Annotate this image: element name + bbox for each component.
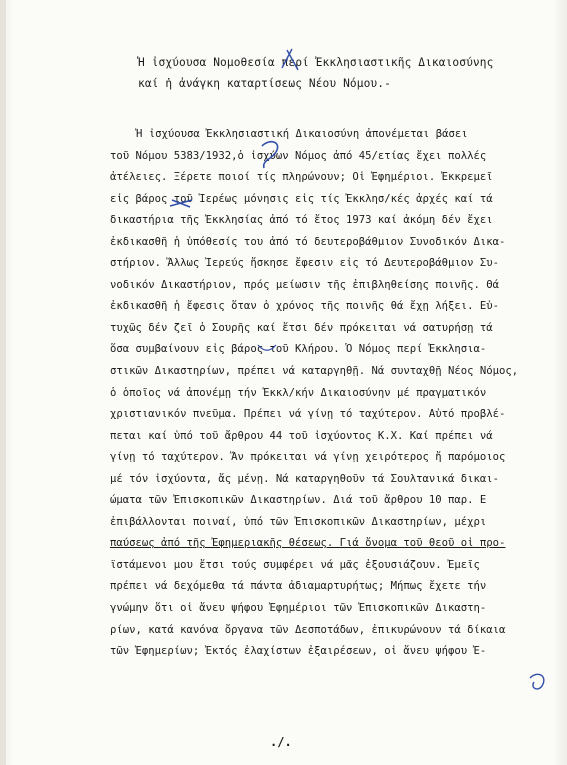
body-line: ὁ ὁποῖος νά ἀπονέμῃ τήν Ἐκκλ/κήν Δικαιοσύνην μέ πραγματικόν: [110, 386, 487, 399]
ink-mark-margin: [530, 674, 544, 689]
title-line-1: Ἡ ἰσχύουσα Νομοθεσία περί Ἐκκλησιαστικῆς Δικαιοσύνης: [138, 56, 494, 69]
body-line: νοδικόν Δικαστήριον, πρός μείωσιν τῆς ἐπιβληθείσης ποινῆς. Θά: [110, 278, 500, 291]
body-line: στικῶν Δικαστηρίων, πρέπει νά καταργηθῇ. Νά συνταχθῇ Νέος Νόμος,: [110, 365, 519, 378]
body-line: ώματα τῶν Ἐπισκοπικῶν Δικαστηρίων. Διά τοῦ ἄρθρου 10 παρ. Ε: [110, 494, 487, 507]
body-line: ἐκδικασθῆ ἡ ἔφεσις ὅταν ὁ χρόνος τῆς ποινῆς θά ἔχῃ λήξει. Εὐ-: [110, 300, 500, 313]
body-line: ἀτέλειες. Ξέρετε ποιοί τίς πληρώνουν; Οἱ Ἐφημέριοι. Ἐκκρεμεῖ: [110, 171, 493, 184]
body-line: πρέπει νά δεχόμεθα τά πάντα ἀδιαμαρτυρήτως; Μήπως ἔχετε τήν: [110, 580, 487, 593]
body-line: στήριον. Ἄλλως Ἱερεύς ἤσκησε ἔφεσιν εἰς τό Δευτεροβάθμιον Συ-: [110, 257, 500, 270]
body-line: πεται καί ὑπό τοῦ ἄρθρου 44 τοῦ ἰσχύοντος Κ.Χ. Καί πρέπει νά: [110, 429, 493, 442]
body-line: Ἡ ἰσχύουσα Ἐκκλησιαστική Δικαιοσύνη ἀπονέμεται βάσει: [136, 128, 468, 140]
body-line: γνώμην ὅτι οἱ ἄνευ ψήφου Ἐφημέριοι τῶν Ἐπισκοπικῶν Δικαστη-: [110, 602, 487, 615]
document-body: [110, 124, 550, 663]
body-line-underlined: παύσεως ἀπό τῆς Ἐφημεριακῆς θέσεως. Γιά ὄνομα τοῦ θεοῦ οἱ προ-: [110, 537, 506, 550]
body-line: τυχῶς δέν ζεῖ ὁ Σουρῆς καί ἔτσι δέν πρόκειται νά σατυρήσῃ τά: [110, 321, 493, 334]
body-line: ρίων, κατά κανόνα ὄργανα τῶν Δεσποτάδων, ἐπικυρώνουν τά δίκαια: [110, 623, 506, 636]
body-line: μέ τόν ἰσχύοντα, ἄς μένῃ. Νά καταργηθοῦν τά Σουλτανικά δικαι-: [110, 472, 500, 485]
title-line-2: καί ἡ ἀνάγκη καταρτίσεως Νέου Νόμου.-: [138, 77, 391, 90]
page-edge: [0, 0, 6, 765]
body-line: δικαστήρια τῆς Ἐκκλησίας ἀπό τό ἔτος 1973 καί ἀκόμη δέν ἔχει: [110, 214, 493, 227]
body-line: εἰς βάρος τοῦ Ἱερέως μόνησις εἰς τίς Ἐκκλησ/κές ἀρχές καί τά: [110, 192, 493, 205]
body-line: ὅσα συμβαίνουν εἰς βάρος τοῦ Κλήρου. Ὁ Νόμος περί Ἐκκλησια-: [110, 343, 487, 356]
body-line: γίνῃ τό ταχύτερον. Ἄν πρόκειται νά γίνῃ χειρότερος ἤ παρόμοιος: [110, 451, 506, 464]
document-title: [134, 52, 554, 94]
body-line-underlined: ἐπιβάλλονται ποιναί, ὑπό τῶν Ἐπισκοπικῶν Δικαστηρίων, μέχρι: [110, 515, 487, 528]
body-line: τῶν Ἐφημερίων; Ἐκτός ἐλαχίστων ἐξαιρέσεων, οἱ ἄνευ ψήφου Ἐ-: [110, 645, 487, 658]
body-line: ϊστάμενοι μου ἔτσι τούς συμφέρει νά μᾶς ἐξουσιάζουν. Ἐμεῖς: [110, 558, 480, 571]
page-marker: ./.: [270, 735, 292, 749]
body-line: χριστιανικόν πνεῦμα. Πρέπει νά γίνῃ τό ταχύτερον. Αὐτό προβλέ-: [110, 408, 506, 421]
body-line: τοῦ Νόμου 5383/1932,ὁ ἰσχύων Νόμος ἀπό 45/ετίας ἔχει πολλές: [110, 149, 487, 162]
body-line: ἐκδικασθῆ ἡ ὑπόθεσίς του ἀπό τό δευτεροβάθμιον Συνοδικόν Δικα-: [110, 235, 506, 248]
